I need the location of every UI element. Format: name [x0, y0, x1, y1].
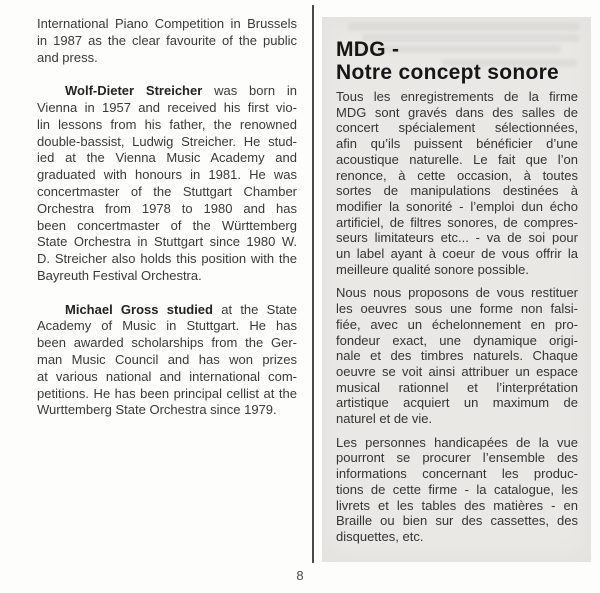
paragraph [37, 16, 297, 66]
text-line: ied at the Vienna Music Academy and [37, 150, 297, 166]
text-line: livrets et les tables des matières - en [336, 497, 578, 513]
text-line: afin qu’ils puissent bénéficier d’une [336, 136, 578, 152]
text-line: in 1987 as the clear favourite of the public [37, 32, 297, 48]
text-line: naturel et de vie. [336, 411, 433, 427]
text-line: and press. [37, 49, 98, 65]
box-title-line-2: Notre concept sonore [336, 60, 560, 84]
text-line: double-bassist, Ludwig Streicher. He stud- [37, 133, 297, 149]
paragraph [37, 83, 297, 285]
text-line: lin lessons from his father, the renowned [37, 116, 297, 132]
text-line: meilleure qualité sonore possible. [336, 261, 529, 277]
paragraph [37, 302, 297, 420]
text-line: modifier la sonorité - l’emploi dun écho [336, 198, 578, 214]
bleed-through-artifact [348, 23, 579, 31]
text-line: at various national and international com- [37, 368, 297, 384]
text-line: petitions. He has been principal cellist at the [37, 385, 297, 401]
text-line: les oeuvres sous une forme non falsi- [336, 301, 578, 317]
text-line: disquettes, etc. [336, 528, 424, 544]
text-line: Wurttemberg State Orchestra since 1979. [37, 402, 277, 418]
text-line: artistique acquiert un maximum de [336, 395, 578, 411]
text-line: oeuvre se voit ainsi attribuer un espace [336, 363, 578, 379]
mdg-concept-box [322, 17, 591, 562]
text-line: MDG sont gravés dans des salles de [336, 104, 578, 120]
text-line: musical rationnel et l’interprétation [336, 379, 578, 395]
text-line: Tous les enregistrements de la firme [336, 89, 578, 104]
text-line: renonce, à cette occasion, à toutes [336, 167, 578, 183]
text-line: Bayreuth Festival Orchestra. [37, 267, 202, 283]
text-line: un label ayant à coeur de vous offrir la [336, 246, 578, 262]
paragraph [336, 435, 578, 545]
text-line: concert spécialement sélectionnées, [336, 120, 578, 136]
text-line: Nous nous proposons de vous restituer [336, 285, 578, 301]
text-line: graduated with honours in 1981. He was [37, 167, 297, 183]
text-line: Les personnes handicapées de la vue [336, 434, 578, 450]
column-divider-line [312, 5, 314, 563]
text-line: State Orchestra in Stuttgart since 1980 W. [37, 234, 297, 250]
text-line: seurs limitateurs etc... - va de soi pour [336, 230, 578, 246]
text-line: nale et des timbres naturels. Chaque [336, 348, 578, 364]
box-title-line-1: MDG - [336, 38, 400, 61]
text-line: Orchestra from 1978 to 1980 and has [37, 200, 297, 216]
text-line: concertmaster of the Stuttgart Chamber [37, 183, 297, 199]
text-line: Academy of Music in Stuttgart. He has [37, 318, 297, 334]
text-line: artificiel, de filtres sonores, de compres- [336, 214, 578, 230]
right-column-text [336, 89, 578, 545]
text-line: been awarded scholarships from the Ger- [37, 335, 297, 351]
text-line: informations concernant les produc- [336, 466, 578, 482]
text-line: Vienna in 1957 and received his first vio- [37, 99, 297, 115]
text-line: tions de cette firme - la catalogue, les [336, 481, 578, 497]
text-line: Braille ou bien sur des cassettes, des [336, 513, 578, 529]
text-line: man Music Council and has won prizes [37, 351, 297, 367]
paragraph [336, 89, 578, 277]
text-line: Wolf-Dieter Streicher was born in [65, 83, 297, 99]
text-line: International Piano Competition in Brussels [37, 16, 297, 31]
text-line: D. Streicher also holds this position with the [37, 251, 297, 267]
text-line: pourront se procurer l’ensemble des [336, 450, 578, 466]
text-line: sortes de manipulations destinées à [336, 183, 578, 199]
text-line: Michael Gross studied at the State [65, 301, 298, 317]
left-column-text [37, 16, 297, 436]
page-number: 8 [296, 568, 304, 583]
box-title [336, 39, 578, 84]
paragraph [336, 285, 578, 426]
text-line: fiée, avec un échelonnement en pro- [336, 316, 578, 332]
text-line: acoustique naturelle. Le fait que l’on [336, 151, 578, 167]
text-line: fondeur exact, une dynamique origi- [336, 332, 578, 348]
text-line: been concertmaster of the Württemberg [37, 217, 297, 233]
